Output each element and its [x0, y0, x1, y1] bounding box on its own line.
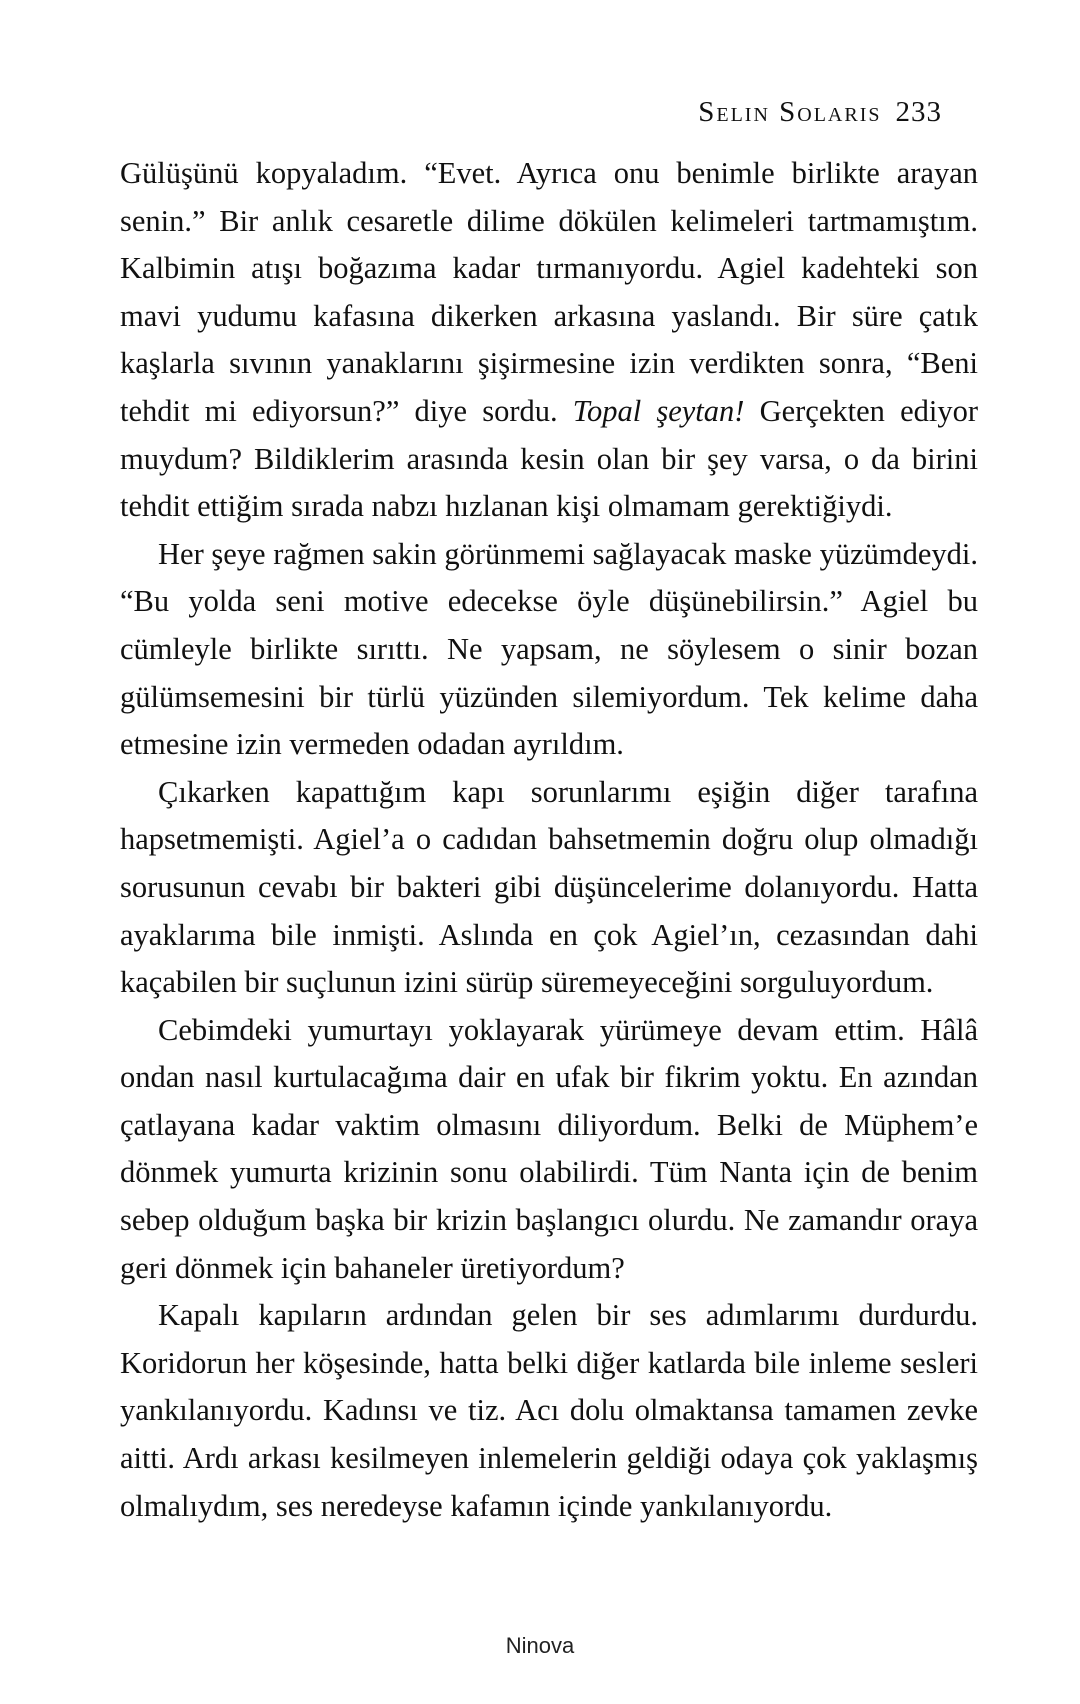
paragraph-1-part-2: Gerçekten ediyor muydum? Bildiklerim arasında kesin olan bir şey varsa, o da birini tehdit ettiğim sırada nabzı hızlanan kişi olmamam gerektiğiydi.	[120, 393, 978, 524]
paragraph-1-italic-exclamation: Topal şeytan!	[572, 393, 745, 428]
paragraph-3: Çıkarken kapattığım kapı sorunlarımı eşiğin diğer tarafına hapsetmemişti. Agiel’a o cadıdan bahsetmemin doğru olup olmadığı sorusunun cevabı bir bakteri gibi düşüncelerime dolanıyordu. Hatta ayaklarıma bile inmişti. Aslında en çok Agiel’ın, cezasından dahi kaçabilen bir suçlunun izini sürüp süremeyeceğini sorguluyordum.	[120, 774, 978, 1000]
running-head	[698, 96, 942, 129]
paragraph-4: Cebimdeki yumurtayı yoklayarak yürümeye devam ettim. Hâlâ ondan nasıl kurtulacağıma dair en ufak bir fikrim yoktu. En azından çatlayana kadar vaktim olmasını diliyordum. Belki de Müphem’e dönmek yumurta krizinin sonu olabilirdi. Tüm Nanta için de benim sebep olduğum başka bir krizin başlangıcı olurdu. Ne zamandır oraya geri dönmek için bahaneler üretiyordum?	[120, 1012, 978, 1285]
paragraph-1-part-1: Gülüşünü kopyaladım. “Evet. Ayrıca onu benimle birlikte arayan senin.” Bir anlık cesaretle dilime dökülen kelimeleri tartmamıştım. Kalbimin atışı boğazıma kadar tırmanıyordu. Agiel kadehteki son mavi yudumu kafasına dikerken arkasına yaslandı. Bir süre çatık kaşlarla sıvının yanaklarını şişirmesine izin verdikten sonra, “Beni tehdit mi ediyorsun?” diye sordu.	[120, 156, 978, 428]
body-text	[120, 150, 978, 1530]
publisher-footer: Ninova	[505, 1633, 575, 1658]
paragraph-1	[120, 150, 978, 531]
book-title: Selin Solaris	[698, 96, 882, 128]
page-number: 233	[895, 96, 942, 128]
paragraph-5: Kapalı kapıların ardından gelen bir ses adımlarımı durdurdu. Koridorun her köşesinde, hatta belki diğer katlarda bile inleme sesleri yankılanıyordu. Kadınsı ve tiz. Acı dolu olmaktansa tamamen zevke aitti. Ardı arkası kesilmeyen inlemelerin geldiği odaya çok yaklaşmış olmalıydım, ses neredeyse kafamın içinde yankılanıyordu.	[120, 1298, 978, 1523]
paragraph-2: Her şeye rağmen sakin görünmemi sağlayacak maske yüzümdeydi. “Bu yolda seni motive edecekse öyle düşünebilirsin.” Agiel bu cümleyle birlikte sırıttı. Ne yapsam, ne söylesem o sinir bozan gülümsemesini bir türlü yüzünden silemiyordum. Tek kelime daha etmesine izin vermeden odadan ayrıldım.	[120, 536, 978, 762]
